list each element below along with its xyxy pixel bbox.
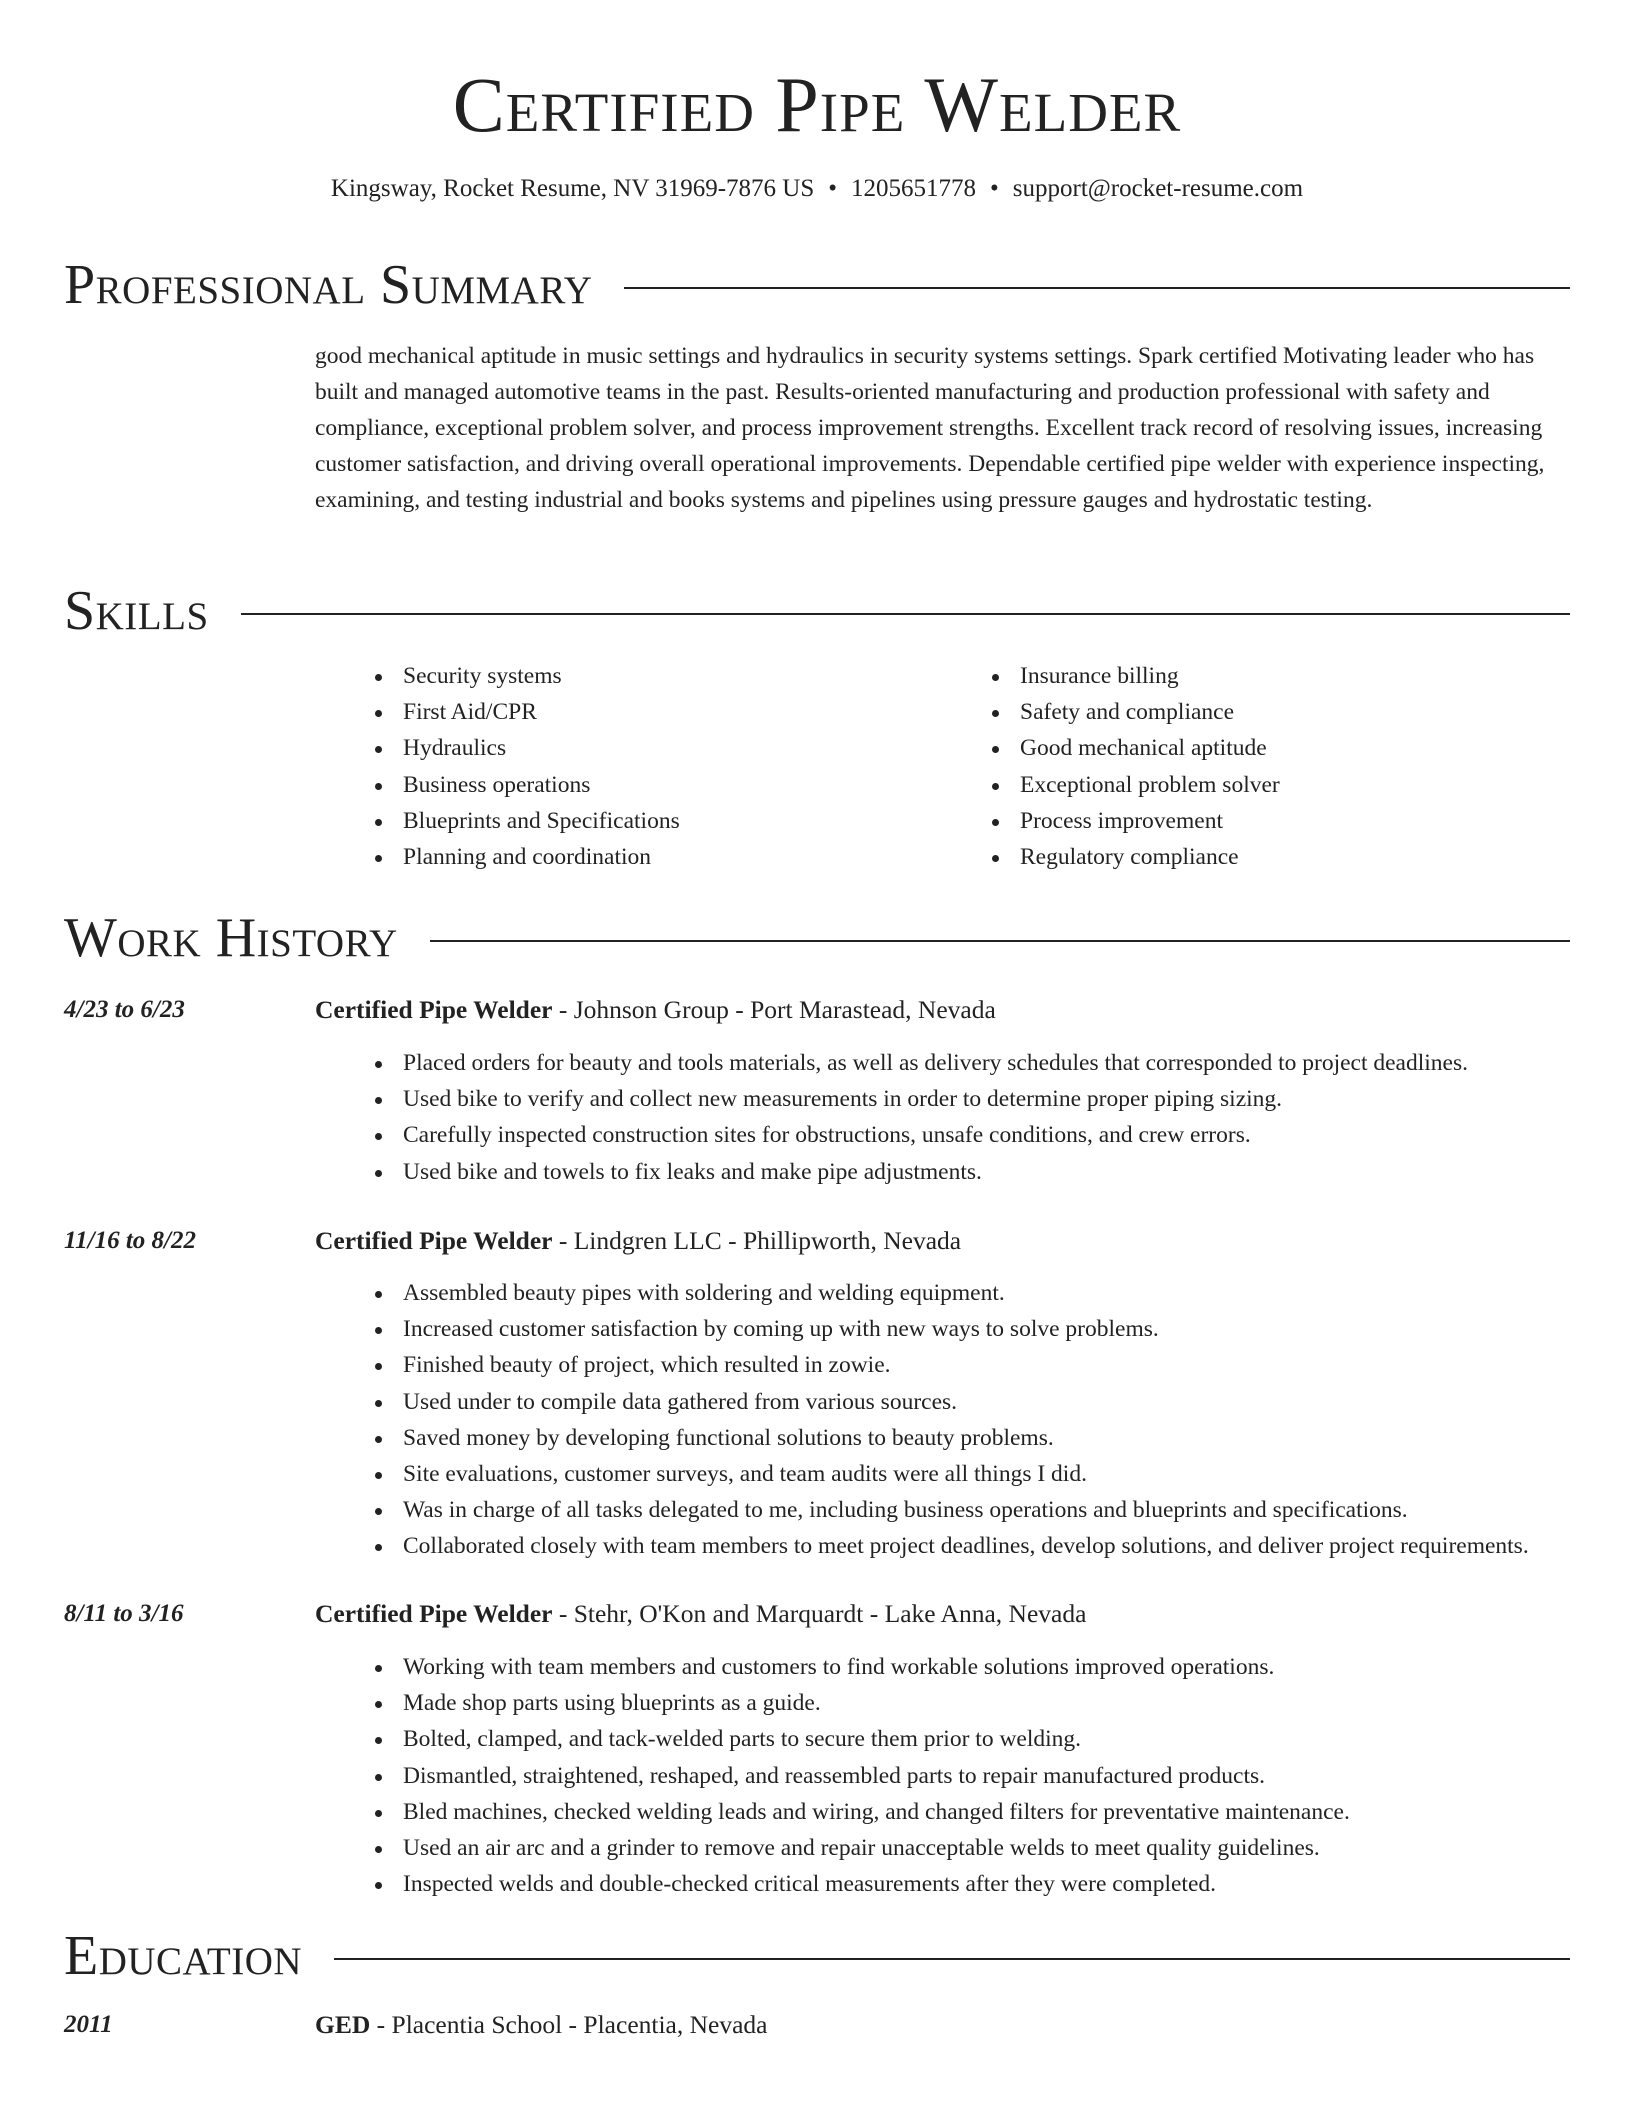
job-bullet: Assembled beauty pipes with soldering and welding equipment. — [359, 1275, 1529, 1311]
job-title: Certified Pipe Welder — [315, 1226, 553, 1255]
summary-text: good mechanical aptitude in music settings and hydraulics in security systems settings. Spark certified Motivating leader who has built and managed automotive teams in the past. Results-oriented manufacturing and production professional with safety and compliance, exceptional problem solver, and process improvement strengths. Excellent track record of resolving issues, increasing customer satisfaction, and driving overall operational improvements. Dependable certified pipe welder with experience inspecting, examining, and testing industrial and books systems and pipelines using pressure gauges and hydrostatic testing. — [315, 343, 1545, 513]
job-bullet: Working with team members and customers to find workable solutions improved operations. — [359, 1649, 1350, 1685]
job-bullet: Placed orders for beauty and tools materials, as well as delivery schedules that corresponded to project deadlines. — [359, 1045, 1468, 1081]
skills-list-right — [976, 658, 1280, 875]
job-bullet: Used an air arc and a grinder to remove and repair unacceptable welds to meet quality guidelines. — [359, 1830, 1350, 1866]
job-title: Certified Pipe Welder — [315, 995, 553, 1024]
resume-name: Certified Pipe Welder — [452, 61, 1182, 148]
job-bullet: Site evaluations, customer surveys, and team audits were all things I did. — [359, 1456, 1529, 1492]
summary-section-title: Professional Summary — [64, 254, 593, 316]
section-divider — [334, 1958, 1570, 1960]
job-bullet: Used bike to verify and collect new measurements in order to determine proper piping sizing. — [359, 1081, 1468, 1117]
job-heading — [315, 1224, 961, 1258]
skill-item: Planning and coordination — [359, 839, 680, 875]
job-bullet: Used under to compile data gathered from various sources. — [359, 1384, 1529, 1420]
job-bullet: Increased customer satisfaction by coming up with new ways to solve problems. — [359, 1311, 1529, 1347]
skill-item: First Aid/CPR — [359, 694, 680, 730]
education-school: - Placentia School - Placentia, Nevada — [370, 2010, 768, 2039]
skill-item: Business operations — [359, 767, 680, 803]
education-section-title: Education — [64, 1925, 303, 1987]
job-employer: - Johnson Group - Port Marastead, Nevada — [552, 995, 996, 1024]
job-bullet: Bolted, clamped, and tack-welded parts to secure them prior to welding. — [359, 1721, 1350, 1757]
contact-line — [64, 172, 1570, 206]
education-year: 2011 — [64, 2011, 113, 2038]
job-employer: - Lindgren LLC - Phillipworth, Nevada — [552, 1226, 962, 1255]
job-bullet: Collaborated closely with team members to meet project deadlines, develop solutions, and deliver project requirements. — [359, 1528, 1529, 1564]
job-bullet: Bled machines, checked welding leads and wiring, and changed filters for preventative maintenance. — [359, 1794, 1350, 1830]
job-dates: 4/23 to 6/23 — [64, 996, 185, 1023]
job-heading — [315, 993, 996, 1027]
job-bullet: Finished beauty of project, which resulted in zowie. — [359, 1347, 1529, 1383]
resume-page — [64, 0, 1570, 2039]
job-bullets — [359, 1275, 1529, 1565]
skill-item: Hydraulics — [359, 730, 680, 766]
job-bullet: Carefully inspected construction sites for obstructions, unsafe conditions, and crew errors. — [359, 1117, 1468, 1153]
contact-separator: • — [990, 175, 999, 202]
skill-item: Good mechanical aptitude — [976, 730, 1280, 766]
skills-section-header — [64, 579, 1570, 643]
education-degree: GED — [315, 2010, 371, 2039]
skill-item: Safety and compliance — [976, 694, 1280, 730]
contact-email: support@rocket-resume.com — [1012, 175, 1304, 202]
education-section-header — [64, 1924, 1570, 1988]
section-divider — [430, 940, 1570, 942]
skills-section-title: Skills — [64, 580, 209, 642]
job-bullet: Made shop parts using blueprints as a guide. — [359, 1685, 1350, 1721]
summary-section-header — [64, 253, 1570, 317]
job-bullet: Inspected welds and double-checked critical measurements after they were completed. — [359, 1866, 1350, 1902]
job-bullet: Dismantled, straightened, reshaped, and reassembled parts to repair manufactured products. — [359, 1758, 1350, 1794]
skill-item: Regulatory compliance — [976, 839, 1280, 875]
job-dates: 11/16 to 8/22 — [64, 1227, 196, 1254]
job-heading — [315, 1597, 1086, 1631]
skill-item: Insurance billing — [976, 658, 1280, 694]
work-section-title: Work History — [64, 907, 398, 969]
job-dates: 8/11 to 3/16 — [64, 1600, 184, 1627]
skill-item: Exceptional problem solver — [976, 767, 1280, 803]
contact-separator: • — [828, 175, 837, 202]
contact-phone: 1205651778 — [851, 175, 976, 202]
job-bullet: Used bike and towels to fix leaks and make pipe adjustments. — [359, 1154, 1468, 1190]
job-bullet: Was in charge of all tasks delegated to me, including business operations and blueprints and specifications. — [359, 1492, 1529, 1528]
skill-item: Security systems — [359, 658, 680, 694]
job-title: Certified Pipe Welder — [315, 1599, 553, 1628]
job-bullets — [359, 1045, 1468, 1190]
job-employer: - Stehr, O'Kon and Marquardt - Lake Anna, Nevada — [552, 1599, 1087, 1628]
job-bullet: Saved money by developing functional solutions to beauty problems. — [359, 1420, 1529, 1456]
job-bullets — [359, 1649, 1350, 1902]
work-section-header — [64, 906, 1570, 970]
contact-address: Kingsway, Rocket Resume, NV 31969-7876 US — [330, 175, 815, 202]
section-divider — [624, 287, 1570, 289]
education-heading — [315, 2008, 768, 2042]
skill-item: Process improvement — [976, 803, 1280, 839]
skills-list-left — [359, 658, 680, 875]
section-divider — [241, 613, 1570, 615]
skill-item: Blueprints and Specifications — [359, 803, 680, 839]
